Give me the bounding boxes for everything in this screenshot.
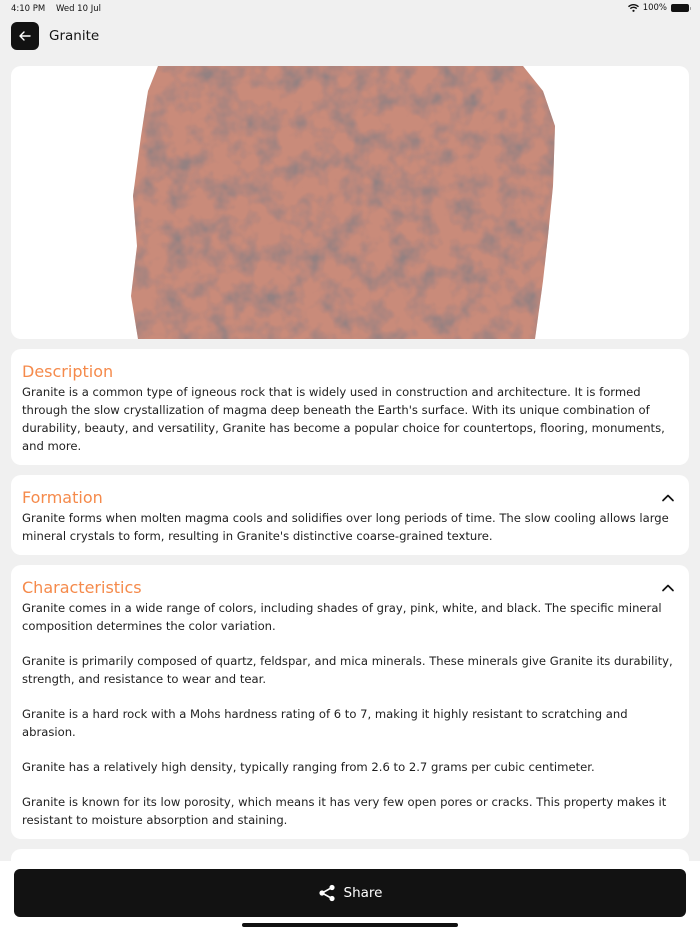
chevron-up-icon[interactable] bbox=[661, 493, 675, 503]
content-scroll[interactable] bbox=[11, 66, 689, 851]
status-time: 4:10 PM bbox=[11, 4, 46, 14]
arrow-left-icon bbox=[19, 31, 31, 41]
back-button[interactable] bbox=[11, 22, 39, 50]
section-title: Characteristics bbox=[22, 578, 142, 597]
section-paragraph: Granite forms when molten magma cools and solidifies over long periods of time. The slow cooling allows large mineral crystals to form, resulting in Granite's distinctive coarse-grained texture. bbox=[22, 511, 669, 543]
section-formation[interactable] bbox=[11, 475, 689, 555]
section-paragraph: Granite comes in a wide range of colors, including shades of gray, pink, white, and black. The specific mineral composition determines the color variation. bbox=[22, 601, 662, 633]
battery-icon bbox=[671, 4, 689, 12]
section-characteristics[interactable] bbox=[11, 565, 689, 839]
section-paragraph: Granite is a common type of igneous rock that is widely used in construction and architecture. It is formed through the slow crystallization of magma deep beneath the Earth's surface. With its unique combination of durability, beauty, and versatility, Granite has become a popular choice for countertops, flooring, monuments, and more. bbox=[22, 385, 665, 453]
section-title: Description bbox=[22, 362, 114, 381]
section-description bbox=[11, 349, 689, 465]
section-title: Formation bbox=[22, 488, 103, 507]
page-title: Granite bbox=[49, 28, 100, 44]
header bbox=[11, 22, 99, 50]
section-paragraph: Granite is known for its low porosity, which means it has very few open pores or cracks. This property makes it resistant to moisture absorption and staining. bbox=[22, 795, 667, 827]
share-label: Share bbox=[343, 885, 383, 901]
status-date: Wed 10 Jul bbox=[55, 4, 101, 14]
home-indicator[interactable] bbox=[242, 923, 458, 927]
hero-image-card bbox=[11, 66, 689, 339]
wifi-icon bbox=[628, 4, 639, 12]
granite-image bbox=[123, 66, 563, 339]
share-button[interactable] bbox=[14, 869, 686, 917]
share-icon bbox=[318, 884, 336, 902]
section-paragraph: Granite has a relatively high density, typically ranging from 2.6 to 2.7 grams per cubic centimeter. bbox=[22, 760, 595, 774]
status-bar bbox=[0, 0, 700, 18]
section-paragraph: Granite is a hard rock with a Mohs hardness rating of 6 to 7, making it highly resistant to scratching and abrasion. bbox=[22, 707, 628, 739]
battery-percent: 100% bbox=[642, 3, 667, 13]
chevron-up-icon[interactable] bbox=[661, 583, 675, 593]
section-paragraph: Granite is primarily composed of quartz, feldspar, and mica minerals. These minerals give Granite its durability, strength, and resistance to wear and tear. bbox=[22, 654, 673, 686]
